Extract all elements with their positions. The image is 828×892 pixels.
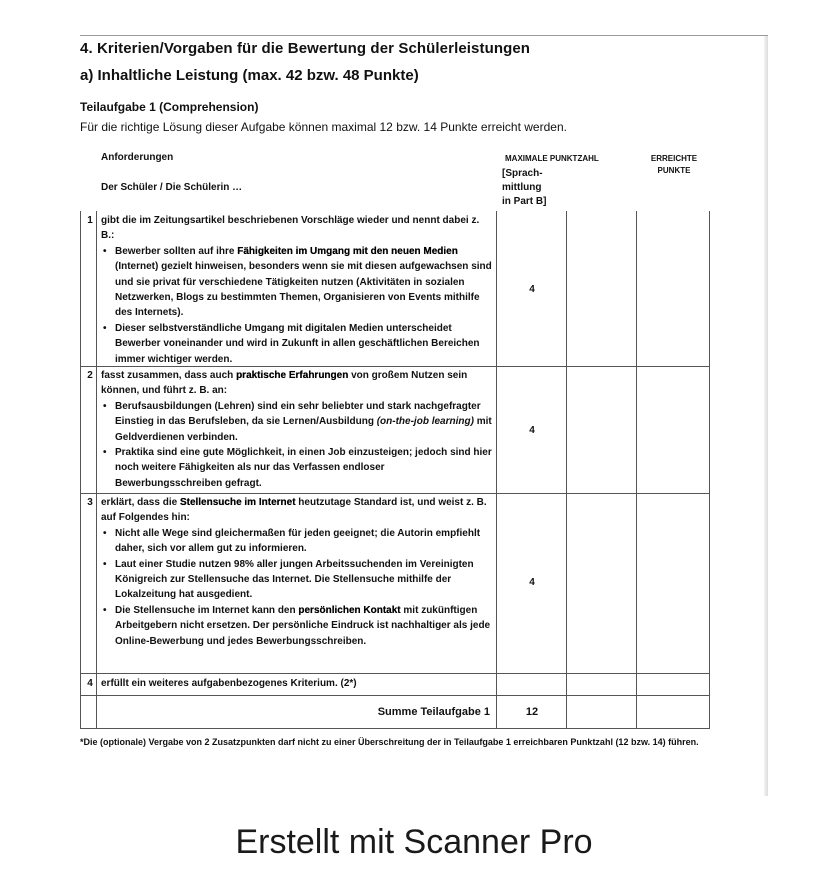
header-max-points: MAXIMALE PUNKTZAHL (505, 154, 599, 163)
row-2-bullet-1: • Berufsausbildungen (Lehren) sind ein sehr beliebter und stark nachgefragter Einstieg in das Berufsleben, da sie Lernen/Ausbildung (on-the-job learning) mit Geldverdienen verbinden. (101, 399, 493, 445)
subsection-title: a) Inhaltliche Leistung (max. 42 bzw. 48 Punkte) (80, 67, 419, 84)
header-requirements: Anforderungen (101, 152, 174, 163)
task-title: Teilaufgabe 1 (Comprehension) (80, 100, 259, 114)
top-divider (80, 35, 768, 36)
header-mediation-3: in Part B] (502, 196, 547, 207)
row-3-text (101, 495, 493, 649)
row-3-lead: erklärt, dass die Stellensuche im Internet heutzutage Standard ist, und weist z. B. auf Folgendes hin: (101, 497, 487, 524)
row-1-text (101, 213, 493, 367)
row-1-bullet-1: • Bewerber sollten auf ihre Fähigkeiten im Umgang mit den neuen Medien (Internet) gezielt hinweisen, besonders wenn sie mit diesen aufgewachsen sind und sie privat für verschiedene Tätigkeiten nutzen (Aktivitäten in sozialen Netzwerken, Blogs zu bestimmten Themen, Organisieren von Events mithilfe des Internets). (101, 244, 493, 321)
row-number-1: 1 (87, 215, 93, 226)
row-3-bullet-1: • Nicht alle Wege sind gleichermaßen für jeden geeignet; die Autorin empfiehlt daher, sich vor allem gut zu informieren. (101, 526, 493, 557)
sum-value: 12 (525, 706, 539, 718)
sum-label: Summe Teilaufgabe 1 (377, 706, 490, 718)
row-3-bullet-2: • Laut einer Studie nutzen 98% aller jungen Arbeitssuchenden im Vereinigten Königreich zur Stellensuche das Internet. Die Stellensuche mithilfe der Lokalzeitung hat ausgedient. (101, 557, 493, 603)
row-4-text: erfüllt ein weiteres aufgabenbezogenes Kriterium. (2*) (101, 678, 357, 689)
footnote: *Die (optionale) Vergabe von 2 Zusatzpunkten darf nicht zu einer Überschreitung der in Teilaufgabe 1 erreichbaren Punktzahl (12 bzw. 14) führen. (80, 737, 699, 747)
header-mediation-1: [Sprach- (502, 168, 543, 179)
page-edge-shadow (764, 36, 768, 796)
scanner-watermark: Erstellt mit Scanner Pro (235, 823, 593, 861)
header-pupil: Der Schüler / Die Schülerin … (101, 182, 243, 193)
row-1-lead: gibt die im Zeitungsartikel beschriebenen Vorschläge wieder und nennt dabei z. B.: (101, 215, 480, 242)
row-number-2: 2 (87, 370, 93, 381)
row-2-lead: fasst zusammen, dass auch praktische Erfahrungen von großem Nutzen sein können, und führt z. B. an: (101, 370, 468, 397)
row-1-bullet-2: • Dieser selbstverständliche Umgang mit digitalen Medien unterscheidet Bewerber voneinander und wird in Zukunft in allen geschäftlichen Bereichen immer wichtiger werden. (101, 321, 493, 367)
row-number-4: 4 (87, 678, 93, 689)
header-achieved-2: PUNKTE (657, 166, 691, 175)
header-mediation-2: mittlung (502, 182, 542, 193)
row-number-3: 3 (87, 497, 93, 508)
row-2-bullet-2: • Praktika sind eine gute Möglichkeit, in einen Job einzusteigen; jedoch sind hier noch weitere Fähigkeiten als nur das Verfassen endloser Bewerbungsschreiben gefragt. (101, 445, 493, 491)
section-title: 4. Kriterien/Vorgaben für die Bewertung der Schülerleistungen (80, 40, 531, 57)
row-2-text (101, 368, 493, 491)
row-2-points: 4 (529, 425, 535, 436)
row-3-points: 4 (529, 577, 535, 588)
row-3-bullet-3: • Die Stellensuche im Internet kann den persönlichen Kontakt mit zukünftigen Arbeitgebern nicht ersetzen. Der persönliche Eindruck ist nachhaltiger als jede Online-Bewerbung und jedes Bewerbungsschreiben. (101, 603, 493, 649)
row-1-points: 4 (529, 284, 535, 295)
header-achieved-1: ERREICHTE (650, 154, 698, 163)
task-intro: Für die richtige Lösung dieser Aufgabe können maximal 12 bzw. 14 Punkte erreicht werden. (80, 120, 567, 134)
